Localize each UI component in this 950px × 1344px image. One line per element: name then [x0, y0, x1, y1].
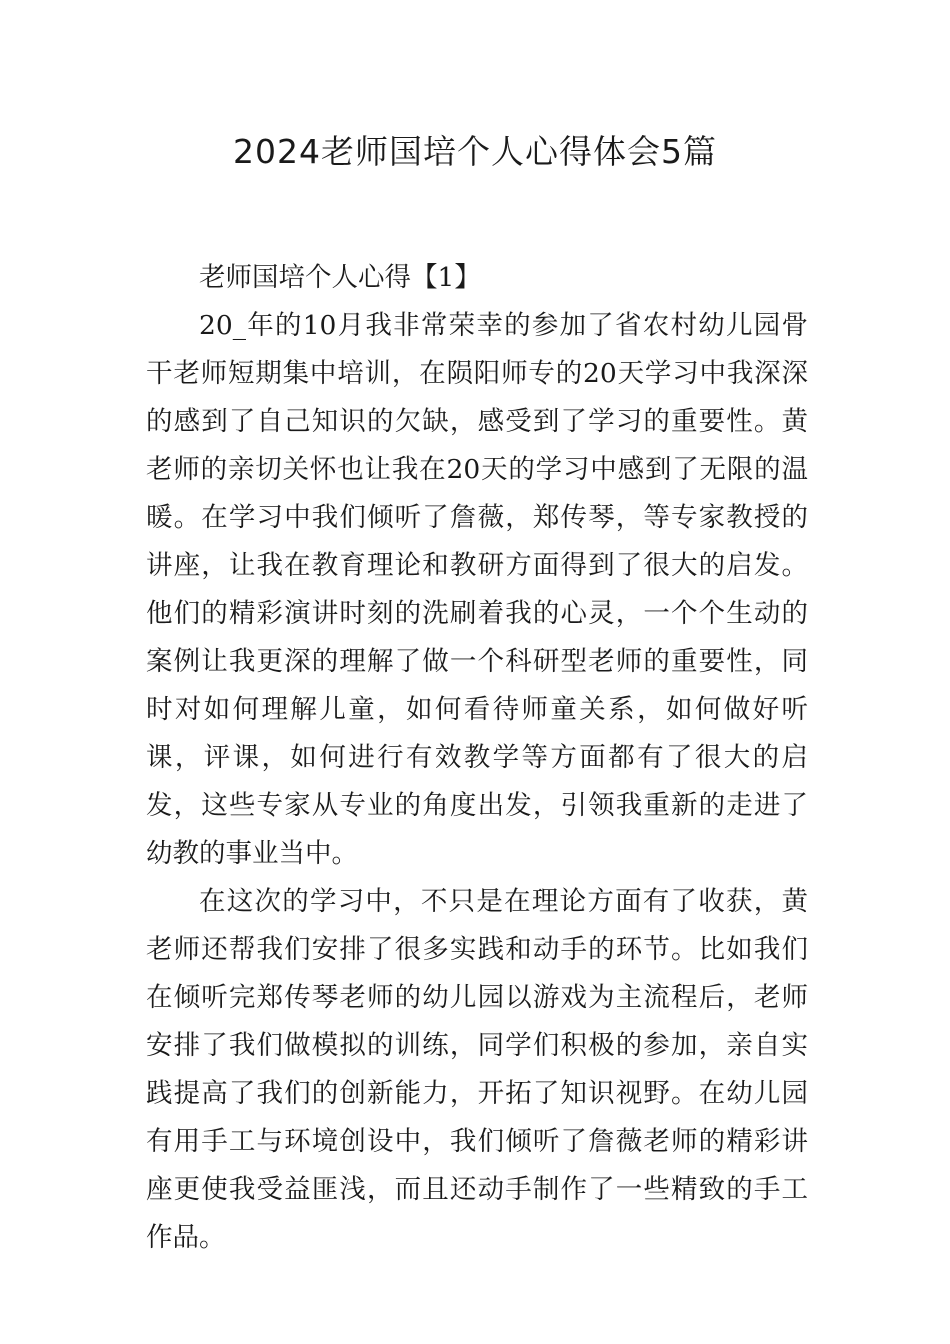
paragraph-2: 在这次的学习中，不只是在理论方面有了收获，黄老师还帮我们安排了很多实践和动手的环节。比如我们在倾听完郑传琴老师的幼儿园以游戏为主流程后，老师安排了我们做模拟的训练，同学们积极的参加，亲自实践提高了我们的创新能力，开拓了知识视野。在幼儿园有用手工与环境创设中，我们倾听了詹薇老师的精彩讲座更使我受益匪浅，而且还动手制作了一些精致的手工作品。: [146, 886, 808, 1253]
paragraph-1: 20_年的10月我非常荣幸的参加了省农村幼儿园骨干老师短期集中培训，在陨阳师专的20天学习中我深深的感到了自己知识的欠缺，感受到了学习的重要性。黄老师的亲切关怀也让我在20天的学习中感到了无限的温暖。在学习中我们倾听了詹薇，郑传琴，等专家教授的讲座，让我在教育理论和教研方面得到了很大的启发。他们的精彩演讲时刻的洗刷着我的心灵，一个个生动的案例让我更深的理解了做一个科研型老师的重要性，同时对如何理解儿童，如何看待师童关系，如何做好听课，评课，如何进行有效教学等方面都有了很大的启发，这些专家从专业的角度出发，引领我重新的走进了幼教的事业当中。: [146, 310, 808, 869]
section-heading: 老师国培个人心得【1】: [199, 262, 481, 293]
document-title: 2024老师国培个人心得体会5篇: [233, 132, 717, 171]
document-body: [146, 254, 808, 1262]
